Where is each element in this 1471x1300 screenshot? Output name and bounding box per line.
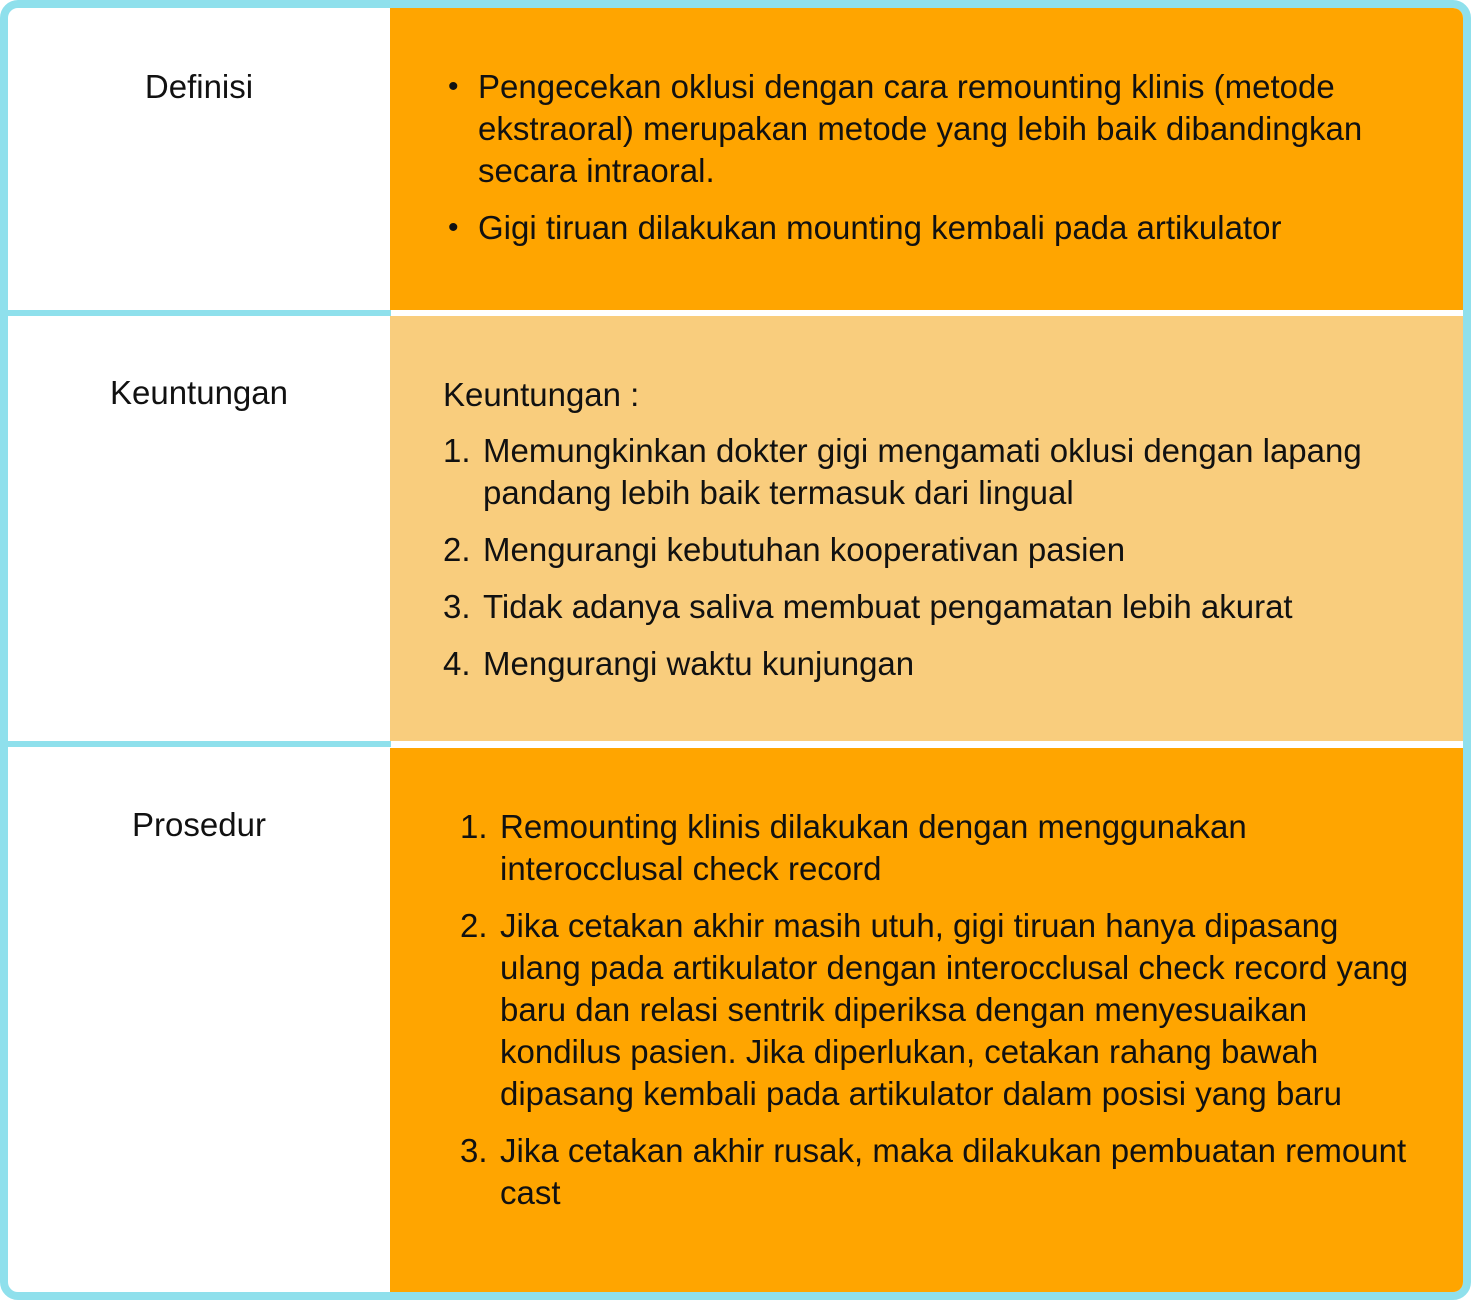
prosedur-content bbox=[390, 748, 1463, 1292]
row-label-definisi: Definisi bbox=[144, 68, 254, 105]
list-item-text: Tidak adanya saliva membuat pengamatan lebih akurat bbox=[483, 588, 1293, 625]
list-item-text: Mengurangi kebutuhan kooperativan pasien bbox=[483, 531, 1126, 568]
definisi-content bbox=[390, 8, 1463, 310]
list-item-number: 2. bbox=[460, 907, 488, 944]
list-item-number: 2. bbox=[443, 531, 471, 568]
list-item bbox=[443, 529, 1423, 571]
keuntungan-intro: Keuntungan : bbox=[443, 376, 640, 413]
row-keuntungan bbox=[8, 316, 1463, 741]
list-item bbox=[443, 643, 1423, 685]
list-item bbox=[443, 430, 1423, 514]
list-item bbox=[460, 905, 1423, 1115]
row-definisi bbox=[8, 8, 1463, 310]
list-item-text: Mengurangi waktu kunjungan bbox=[483, 645, 915, 682]
prosedur-numbered-list bbox=[460, 806, 1423, 1214]
list-item-number: 4. bbox=[443, 645, 471, 682]
definisi-bullet-list bbox=[450, 66, 1423, 249]
row-divider bbox=[8, 741, 391, 747]
list-item-text: Jika cetakan akhir masih utuh, gigi tiruan hanya dipasang ulang pada artikulator dengan interocclusal check record yang baru dan relasi sentrik diperiksa dengan menyesuaikan kondilus pasien. Jika diperlukan, cetakan rahang bawah dipasang kembali pada artikulator dalam posisi yang baru bbox=[500, 907, 1409, 1112]
keuntungan-numbered-list bbox=[443, 430, 1423, 685]
bullet-icon: • bbox=[448, 70, 459, 103]
row-label-prosedur: Prosedur bbox=[132, 806, 266, 843]
list-item bbox=[443, 586, 1423, 628]
list-item bbox=[450, 207, 1423, 249]
list-item-number: 3. bbox=[443, 588, 471, 625]
list-item-text: Jika cetakan akhir rusak, maka dilakukan pembuatan remount cast bbox=[500, 1132, 1407, 1211]
bullet-icon: • bbox=[448, 211, 459, 244]
list-item-text: Memungkinkan dokter gigi mengamati oklusi dengan lapang pandang lebih baik termasuk dari lingual bbox=[483, 432, 1362, 511]
list-item-text: Remounting klinis dilakukan dengan menggunakan interocclusal check record bbox=[500, 808, 1247, 887]
list-item-number: 1. bbox=[460, 808, 488, 845]
row-prosedur bbox=[8, 748, 1463, 1292]
list-item-number: 1. bbox=[443, 432, 471, 469]
list-item bbox=[450, 66, 1423, 192]
list-item-text: Gigi tiruan dilakukan mounting kembali pada artikulator bbox=[478, 209, 1282, 246]
list-item-text: Pengecekan oklusi dengan cara remounting klinis (metode ekstraoral) merupakan metode yang lebih baik dibandingkan secara intraoral. bbox=[478, 68, 1363, 189]
list-item-number: 3. bbox=[460, 1132, 488, 1169]
row-label-keuntungan: Keuntungan bbox=[109, 374, 288, 411]
list-item bbox=[460, 1130, 1423, 1214]
keuntungan-content bbox=[390, 316, 1463, 741]
list-item bbox=[460, 806, 1423, 890]
